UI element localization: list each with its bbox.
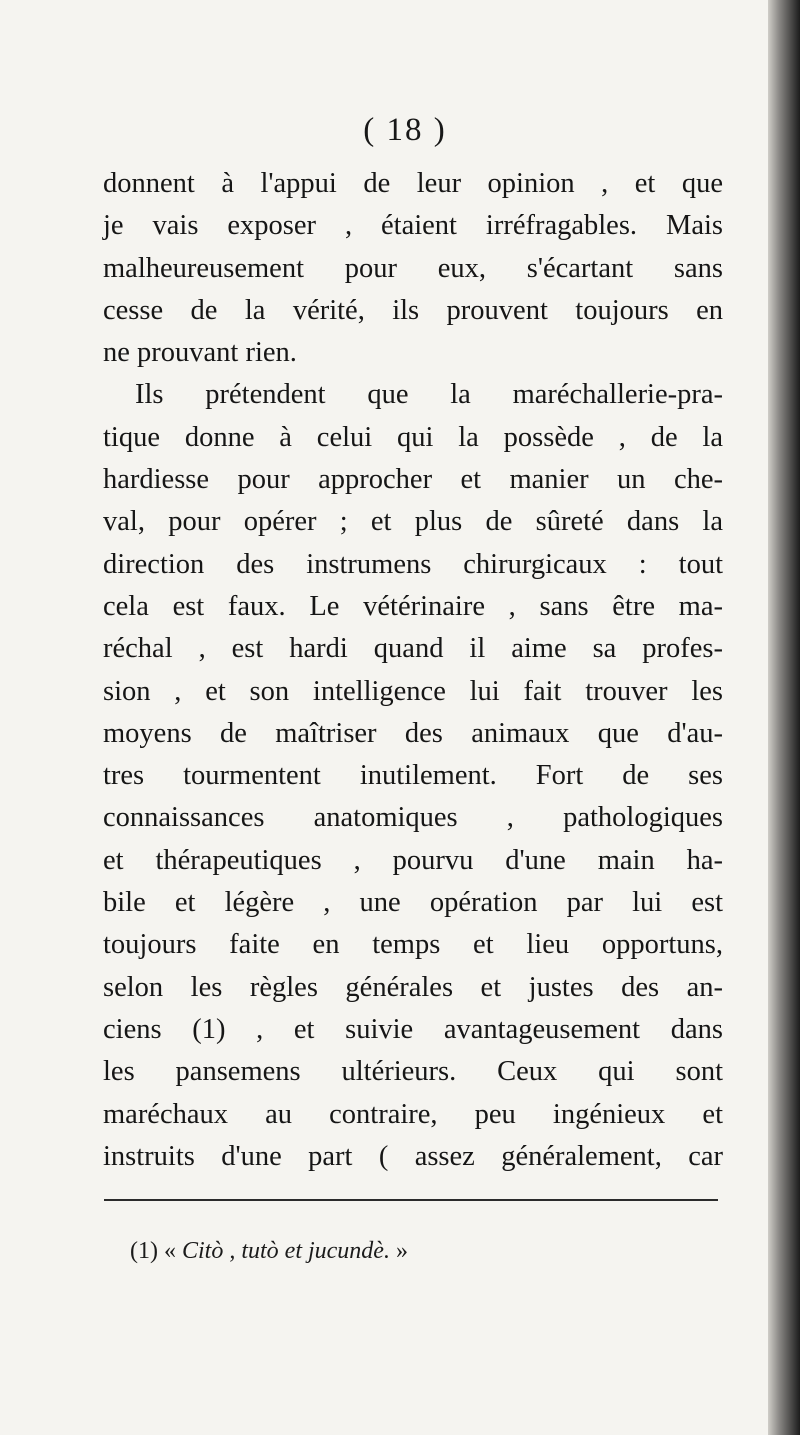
text-line: selon les règles générales et justes des an- (103, 971, 723, 1003)
text-line: sion , et son intelligence lui fait trouver les (103, 675, 723, 707)
text-line: hardiesse pour approcher et manier un che- (103, 464, 723, 496)
text-line: cela est faux. Le vétérinaire , sans être ma- (103, 590, 723, 622)
footnote-marker: (1) (130, 1238, 158, 1264)
footnote-text: Citò , tutò et jucundè. (181, 1238, 390, 1264)
text-line: ne prouvant rien. (103, 337, 297, 369)
text-line: malheureusement pour eux, s'écartant sans (103, 252, 723, 284)
page-number: ( 18 ) (363, 112, 447, 148)
text-line: moyens de maîtriser des animaux que d'au- (103, 717, 723, 749)
footnote-close-quote: » (395, 1238, 408, 1264)
text-line: Ils prétendent que la maréchallerie-pra- (135, 379, 723, 411)
text-line: je vais exposer , étaient irréfragables. Mais (103, 210, 723, 242)
footnote-open-quote: « (163, 1238, 176, 1264)
text-line: direction des instrumens chirurgicaux : tout (103, 548, 723, 580)
text-line: cesse de la vérité, ils prouvent toujours en (103, 294, 723, 326)
text-line: tres tourmentent inutilement. Fort de ses (103, 760, 723, 792)
text-line: val, pour opérer ; et plus de sûreté dans la (103, 506, 723, 538)
text-line: bile et légère , une opération par lui est (103, 887, 723, 919)
text-line: toujours faite en temps et lieu opportuns, (103, 929, 723, 961)
text-line: instruits d'une part ( assez généralement, car (103, 1140, 723, 1172)
book-spine-edge (768, 0, 800, 1435)
text-line: donnent à l'appui de leur opinion , et que (103, 168, 723, 199)
footnote (130, 1238, 408, 1265)
text-line: les pansemens ultérieurs. Ceux qui sont (103, 1056, 723, 1088)
text-line: tique donne à celui qui la possède , de la (103, 421, 723, 453)
body-text (103, 163, 723, 1178)
text-line: ciens (1) , et suivie avantageusement dans (103, 1013, 723, 1045)
text-line: et thérapeutiques , pourvu d'une main ha- (103, 844, 723, 876)
text-line: réchal , est hardi quand il aime sa profes- (103, 633, 723, 665)
text-line: connaissances anatomiques , pathologiques (103, 802, 723, 834)
footnote-rule (104, 1199, 718, 1201)
text-line: maréchaux au contraire, peu ingénieux et (103, 1098, 723, 1130)
